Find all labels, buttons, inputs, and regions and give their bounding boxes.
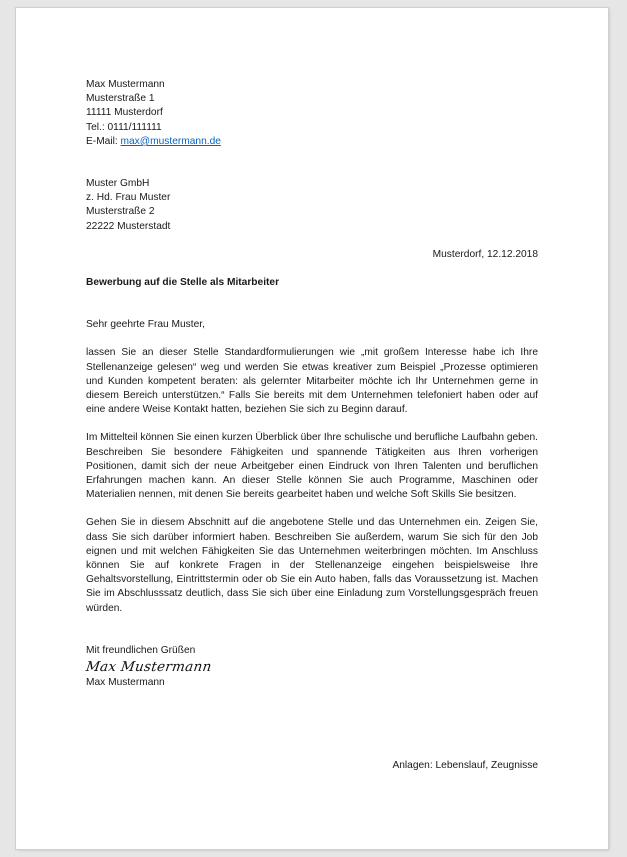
sender-email-label: E-Mail: [86,135,121,147]
handwritten-signature: Max Mustermann [84,659,213,676]
recipient-address [86,177,538,234]
sender-phone: Tel.: 0111/111111 [86,121,162,133]
letter-body [86,78,538,774]
sender-street: Musterstraße 1 [86,93,155,105]
document-page [16,8,608,849]
signer-name: Max Mustermann [86,677,165,689]
recipient-street: Musterstraße 2 [86,206,155,218]
sender-city: 11111 Musterdorf [86,107,163,119]
recipient-company: Muster GmbH [86,178,150,190]
sender-address [86,78,538,149]
body-paragraph-2: Im Mittelteil können Sie einen kurzen Überblick über Ihre schulische und berufliche Laufbahn geben. Beschreiben Sie besondere Fähigkeiten und spannende Tätigkeiten aus Ihren vorherigen Positionen, damit sich der neue Arbeitgeber einen Eindruck von Ihren Talenten und beruflichen Erfahrungen machen kann. An dieser Stelle können Sie auch Programme, Maschinen oder Materialien nennen, mit denen Sie bereits gearbeitet haben und welche Soft Skills Sie besitzen. [86,432,538,501]
body-paragraph-3: Gehen Sie in diesem Abschnitt auf die angebotene Stelle und das Unternehmen ein. Zeigen Sie, dass Sie sich darüber informiert haben. Beschreiben Sie außerdem, warum Sie sich für den Job eignen und mit welchen Fähigkeiten Sie das Unternehmen weiterbringen möchten. Im Anschluss können Sie auf konkrete Fragen in der Stellenanzeige eingehen beispielsweise Ihre Gehaltsvorstellung, Eintrittstermin oder ob Sie ein Auto haben, falls das Voraussetzung ist. Machen Sie im Abschlusssatz deutlich, dass Sie sich über eine Einladung zum Vorstellungsgespräch freuen würden. [86,517,538,614]
sender-email-link[interactable]: max@mustermann.de [120,135,221,147]
sender-name: Max Mustermann [86,79,165,90]
recipient-city: 22222 Musterstadt [86,220,171,232]
salutation: Sehr geehrte Frau Muster, [86,319,205,331]
recipient-attention: z. Hd. Frau Muster [86,192,171,204]
body-paragraph-1: lassen Sie an dieser Stelle Standardformulierungen wie „mit großem Interesse habe ich Ihre Stellenanzeige gelesen“ weg und werden Sie etwas kreativer zum Beispiel „Prozesse optimieren und Kunden kompetent beraten: als gelernter Mitarbeiter möchte ich Ihr Unternehmen gerne in diesem Bereich unterstützen.“ Falls Sie bereits mit dem Unternehmen telefoniert haben oder auf eine andere Weise Kontakt hatten, beziehen Sie sich zu Beginn darauf. [86,347,538,416]
closing-phrase: Mit freundlichen Grüßen [86,644,196,656]
enclosures-line: Anlagen: Lebenslauf, Zeugnisse [392,760,538,772]
date-line: Musterdorf, 12.12.2018 [432,248,538,260]
sender-email-line [86,135,538,149]
subject-line: Bewerbung auf die Stelle als Mitarbeiter [86,277,280,289]
